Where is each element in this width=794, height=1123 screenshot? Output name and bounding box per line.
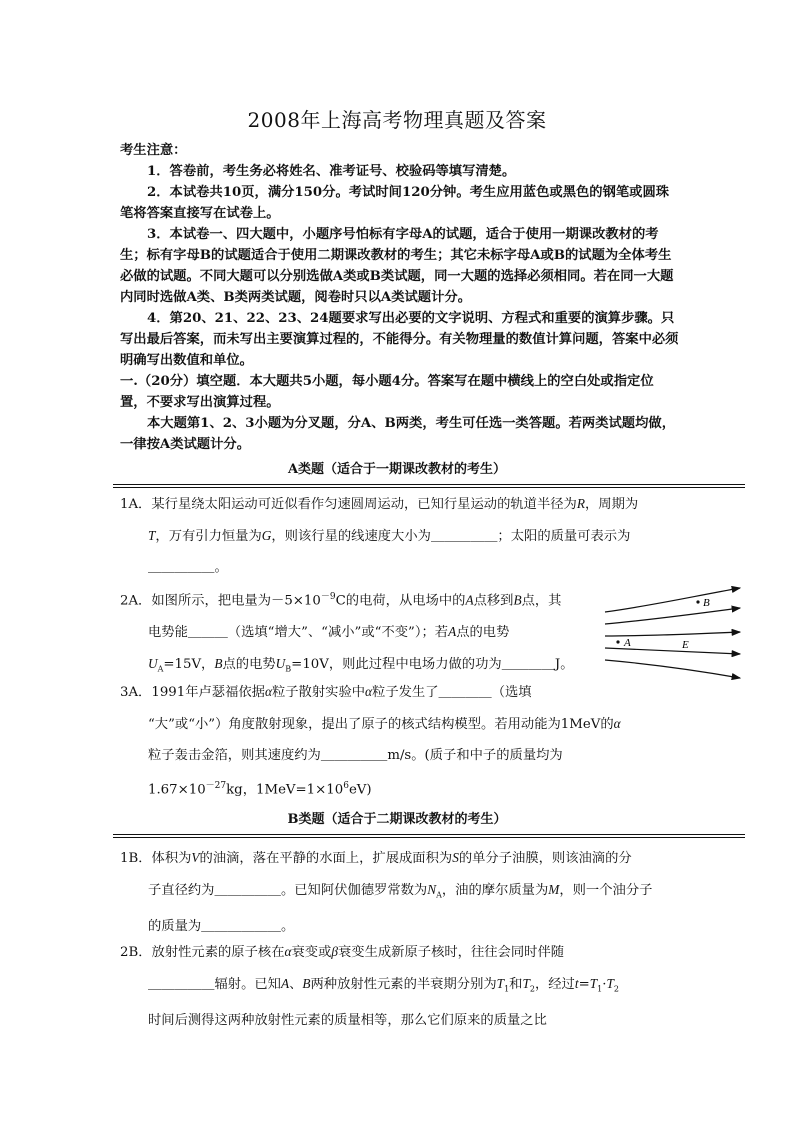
notice-block [120,140,687,455]
field-line [605,608,740,624]
question-2b: 2B．放射性元素的原子核在α衰变或β衰变生成新原子核时，往往会同时伴随 ＿＿＿＿＿辐射。已知A、B两种放射性元素的半衰期分别为$T_1$和$T_2$，经过$t=T_1\cdot T_2$ 时间后测得这两种放射性元素的质量相等，那么它们原来的质量之比 [120,944,619,1028]
notice-heading: 考生注意： [120,143,187,158]
question-1b: 1B．体积为V的油滴，落在平静的水面上，扩展成面积为S的单分子油膜，则该油滴的分 子直径约为＿＿＿＿＿。已知阿伏伽德罗常数为$N_A$，油的摩尔质量为M，则一个油分子 的质量为＿＿＿＿＿＿。 [120,850,653,934]
label-b: B [703,597,710,609]
field-line [605,588,740,612]
section-a-heading: A类题（适合于一期课改教材的考生） [287,462,507,477]
question-2a: 2A．如图所示，把电量为$-5\times 10^{-9}C$的电荷，从电场中的A点移到B点，其 电势能＿＿＿（选填“增大”、“减小”或“不变”）；若A点的电势 $U_A=15V$，B点的电势$U_B=10V$，则此过程中电场力做的功为＿＿＿＿J。 [120,592,574,675]
notice-item: 3．本试卷一、四大题中，小题序号怕标有字母A的试题，适合于使用一期课改教材的考生；标有字母B的试题适合于使用二期课改教材的考生；其它未标字母A或B的试题为全体考生必做的试题。不同大题可以分别选做A类或B类试题，同一大题的选择必须相同。若在同一大题 内同时选做A类、B类两类试题，阅卷时只以A类试题计分。 [120,227,687,305]
point-a [616,640,619,643]
field-line [605,632,740,636]
label-a: A [624,637,631,649]
part-one-instruction: 一.（20分）填空题．本大题共5小题，每小题4分。答案写在题中横线上的空白处或指定位置，不要求写出演算过程。 [120,374,654,410]
label-e: E [682,639,689,651]
point-b [696,600,699,603]
page-title: 2008年上海高考物理真题及答案 [247,108,547,132]
notice-item: 4．第20、21、22、23、24题要求写出必要的文字说明、方程式和重要的演算步骤。只写出最后答案，而未写出主要演算过程的，不能得分。有关物理量的数值计算问题，答案中必须明确写出数值和单位。 [120,311,679,368]
question-1a: 1A．某行星绕太阳运动可近似看作匀速圆周运动，已知行星运动的轨道半径为R，周期为 T，万有引力恒量为G，则该行星的线速度大小为＿＿＿＿＿；太阳的质量可表示为 ＿＿＿＿＿。 [120,496,639,575]
section-b-heading: B类题（适合于二期课改教材的考生） [287,812,507,827]
question-3a: 3A．1991年卢瑟福依据α粒子散射实验中α粒子发生了＿＿＿＿（选填 “大”或“小”）角度散射现象，提出了原子的核式结构模型。若用动能为1MeV的α 粒子轰击金箔，则其速度约为＿＿＿＿＿m/s。(质子和中子的质量均为 $1.67\times 10^{-27}kg$，$1MeV=1\times 10^6eV$) [120,684,621,798]
notice-item: 2．本试卷共10页，满分150分。考试时间120分钟。考生应用蓝色或黑色的钢笔或圆珠笔将答案直接写在试卷上。 [120,185,670,221]
section-divider [113,834,745,838]
part-one-note: 本大题第1、2、3小题为分叉题，分A、B两类，考生可任选一类答题。若两类试题均做，一律按A类试题计分。 [120,416,675,452]
notice-item: 1．答卷前，考生务必将姓名、准考证号、校验码等填写清楚。 [147,164,516,179]
electric-field-figure [600,582,745,682]
